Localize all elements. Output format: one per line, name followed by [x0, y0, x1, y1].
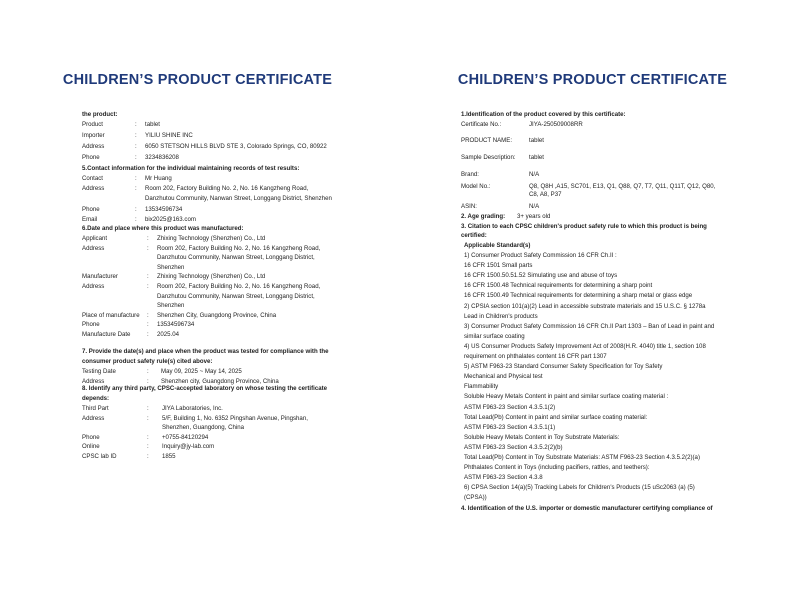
- separator-colon: :: [147, 414, 149, 422]
- identification-field-value: N/A: [529, 171, 540, 178]
- age-grading-label: 2. Age grading:: [461, 213, 506, 220]
- identification-field-label: PRODUCT NAME:: [461, 137, 513, 144]
- standard-line: Soluble Heavy Metals Content in Toy Substrate Materials:: [464, 433, 620, 441]
- contact-field-label: Email: [82, 215, 98, 223]
- age-grading-value: 3+ years old: [517, 213, 551, 220]
- product-field-value: YILIU SHINE INC: [145, 132, 193, 139]
- separator-colon: :: [147, 244, 149, 252]
- lab-field-label: Address: [82, 414, 105, 422]
- rule-section-heading-line1: 3. Citation to each CPSC children's product safety rule to which this product is being: [461, 223, 707, 230]
- separator-colon: :: [135, 215, 137, 223]
- standard-line: 16 CFR 1500.48 Technical requirements for determining a sharp point: [464, 282, 653, 290]
- contact-field-label: Address: [82, 185, 105, 193]
- standard-line: ASTM F963-23 Section 4.3.5.2(2)(b): [464, 443, 563, 451]
- separator-colon: :: [135, 121, 137, 128]
- manufacture-field-value: Room 202, Factory Building No. 2, No. 16 Kangzheng Road,: [157, 244, 321, 252]
- lab-field-label: CPSC lab ID: [82, 453, 117, 460]
- separator-colon: :: [135, 154, 137, 161]
- lab-field-value: Inquiry@jy-lab.com: [162, 443, 215, 451]
- identification-field-label: Certificate No.:: [461, 121, 502, 128]
- identification-field-value: tablet: [529, 137, 544, 144]
- separator-colon: :: [147, 283, 149, 290]
- standard-line: 16 CFR 1500.50.51.52 Simulating use and abuse of toys: [464, 272, 618, 280]
- tested-section-heading-line2: consumer product safety rule(s) cited above:: [82, 358, 213, 365]
- standard-line: Soluble Heavy Metals Content in paint and similar surface coating material :: [464, 393, 669, 401]
- separator-colon: :: [147, 235, 149, 242]
- manufactured-section-heading: 6.Date and place where this product was manufactured:: [82, 225, 244, 232]
- contact-field-label: Phone: [82, 205, 100, 213]
- identification-field-value: C8, A8, P37: [529, 191, 562, 198]
- lab-field-value: 1855: [162, 453, 176, 460]
- standard-line: Flammability: [464, 383, 499, 391]
- separator-colon: :: [147, 453, 149, 460]
- standard-line: requirement on phthalates content 16 CFR part 1307: [464, 353, 607, 360]
- separator-colon: :: [135, 143, 137, 150]
- standard-line: ASTM F963-23 Section 4.3.5.1(2): [464, 403, 556, 411]
- contact-section-heading: 5.Contact information for the individual maintaining records of test results:: [82, 165, 300, 172]
- product-field-label: Importer: [82, 132, 105, 139]
- standard-line: 3) Consumer Product Safety Commission 16 CFR Ch.II Part 1303 – Ban of Lead in paint and: [464, 322, 715, 330]
- separator-colon: :: [147, 331, 149, 338]
- manufacture-field-value: Shenzhen City, Guangdong Province, China: [157, 311, 277, 319]
- product-field-label: Phone: [82, 154, 100, 161]
- lab-field-label: Phone: [82, 433, 100, 441]
- lab-field-value: JIYA Laboratories, Inc.: [162, 405, 223, 412]
- identification-field-value: JIYA-250509008RR: [529, 121, 583, 128]
- lab-field-label: Third Part: [82, 405, 109, 412]
- testing-field-value: Shenzhen city, Guangdong Province, China: [161, 377, 279, 385]
- separator-colon: :: [135, 185, 137, 193]
- separator-colon: :: [147, 377, 149, 385]
- importer-section-heading: 4. Identification of the U.S. importer or domestic manufacturer certifying compliance of: [461, 505, 713, 512]
- manufacture-field-label: Address: [82, 283, 105, 290]
- manufacture-field-value: 2025.04: [157, 331, 180, 338]
- separator-colon: :: [147, 368, 149, 375]
- lab-field-value: +0755-84120294: [162, 433, 209, 441]
- product-field-label: Address: [82, 143, 105, 150]
- testing-field-label: Address: [82, 377, 105, 385]
- product-field-label: Product: [82, 121, 104, 128]
- separator-colon: :: [147, 443, 149, 451]
- standard-line: Mechanical and Physical test: [464, 373, 543, 381]
- tested-section-heading-line1: 7. Provide the date(s) and place when the product was tested for compliance with the: [82, 348, 329, 355]
- left-certificate-title: CHILDREN’S PRODUCT CERTIFICATE: [62, 72, 333, 88]
- standard-line: Lead in Children's products: [464, 312, 538, 320]
- standard-line: 6) CPSA Section 14(a)(5) Tracking Labels for Children's Products (15 uSc2063 (a) (5): [464, 484, 695, 492]
- identification-field-label: Sample Description:: [461, 154, 516, 161]
- identification-field-value: tablet: [529, 154, 544, 161]
- standard-line: similar surface coating: [464, 332, 525, 340]
- contact-field-value: 13534596734: [145, 205, 183, 213]
- identification-field-label: Brand:: [461, 171, 479, 178]
- lab-section-heading-line2: depends:: [82, 395, 110, 402]
- contact-field-label: Contact: [82, 175, 104, 182]
- standard-line: (CPSA)): [464, 494, 487, 502]
- identification-field-value: N/A: [529, 203, 540, 210]
- standard-line: 16 CFR 1501 Small parts: [464, 262, 533, 270]
- separator-colon: :: [135, 205, 137, 213]
- separator-colon: :: [147, 405, 149, 412]
- manufacture-field-value: Zhixing Technology (Shenzhen) Co., Ltd: [157, 273, 266, 281]
- contact-field-value: bix2025@163.com: [145, 215, 196, 223]
- manufacture-field-value: Zhixing Technology (Shenzhen) Co., Ltd: [157, 235, 266, 242]
- standard-line: 16 CFR 1500.49 Technical requirements for determining a sharp metal or glass edge: [464, 292, 693, 300]
- separator-colon: :: [135, 175, 137, 182]
- manufacture-field-label: Manufacture Date: [82, 331, 131, 338]
- product-field-value: tablet: [145, 121, 160, 128]
- standard-line: Total Lead(Pb) Content in paint and similar surface coating material:: [464, 413, 648, 421]
- standard-line: Phthalates Content in Toys (including pacifiers, rattles, and teethers):: [464, 464, 650, 472]
- manufacture-field-value: Danzhutou Community, Nanwan Street, Longgang District,: [157, 292, 315, 300]
- manufacture-field-label: Phone: [82, 321, 100, 329]
- separator-colon: :: [147, 311, 149, 319]
- separator-colon: :: [147, 433, 149, 441]
- manufacture-field-value: 13534596734: [157, 321, 195, 329]
- separator-colon: :: [135, 132, 137, 139]
- contact-field-value: Danzhutou Community, Nanwan Street, Longgang District, Shenzhen: [145, 195, 332, 203]
- applicable-standards-heading: Applicable Standard(s): [464, 242, 531, 249]
- lab-field-value: 5/F, Building 1, No. 6352 Pingshan Avenue, Pingshan,: [162, 414, 308, 422]
- manufacture-field-label: Place of manufacture: [82, 311, 140, 319]
- manufacture-field-value: Shenzhen: [157, 263, 185, 271]
- lab-section-heading-line1: 8. Identify any third party, CPSC-accepted laboratory on whose testing the certificate: [82, 385, 328, 392]
- manufacture-field-label: Address: [82, 244, 105, 252]
- separator-colon: :: [147, 273, 149, 281]
- manufacture-field-label: Applicant: [82, 235, 108, 242]
- standard-line: ASTM F963-23 Section 4.3.5.1(1): [464, 423, 556, 431]
- contact-field-value: Room 202, Factory Building No. 2, No. 16 Kangzheng Road,: [145, 185, 309, 193]
- identification-field-label: Model No.:: [461, 183, 491, 190]
- standard-line: 4) US Consumer Products Safety Improvement Act of 2008(H.R. 4040) title 1, section 108: [464, 342, 706, 350]
- product-field-value: 3234836208: [145, 154, 179, 161]
- product-section-heading: the product:: [82, 111, 118, 118]
- identification-field-value: Q8, Q8H ,A15, SC701, E13, Q1, Q88, Q7, T7, Q11, Q11T, Q12, Q80,: [529, 183, 716, 190]
- manufacture-field-value: Danzhutou Community, Nanwan Street, Longgang District,: [157, 254, 315, 262]
- testing-field-label: Testing Date: [82, 368, 116, 375]
- manufacture-field-label: Manufacturer: [82, 273, 118, 281]
- standard-line: 1) Consumer Product Safety Commission 16 CFR Ch.II :: [464, 252, 617, 259]
- identification-section-heading: 1.Identification of the product covered by this certificate:: [461, 111, 626, 118]
- manufacture-field-value: Room 202, Factory Building No. 2, No. 16 Kangzheng Road,: [157, 283, 321, 290]
- standard-line: 5) ASTM F963-23 Standard Consumer Safety Specification for Toy Safety: [464, 363, 663, 371]
- product-field-value: 6050 STETSON HILLS BLVD STE 3, Colorado Springs, CO, 80922: [145, 143, 327, 150]
- standard-line: 2) CPSIA section 101(a)(2) Lead in accessible substrate materials and 15 U.S.C. § 1278a: [464, 302, 706, 310]
- identification-field-label: ASIN:: [461, 203, 477, 210]
- standard-line: Total Lead(Pb) Content in Toy Substrate Materials: ASTM F963-23 Section 4.3.5.2(2)(a): [464, 454, 700, 461]
- lab-field-label: Online: [82, 443, 100, 451]
- separator-colon: :: [147, 321, 149, 329]
- rule-section-heading-line2: certified:: [461, 232, 487, 239]
- lab-field-value: Shenzhen, Guangdong, China: [162, 424, 244, 432]
- standard-line: ASTM F963-23 Section 4.3.8: [464, 474, 543, 482]
- testing-field-value: May 09, 2025 ~ May 14, 2025: [161, 368, 242, 375]
- right-certificate-page: [395, 0, 790, 606]
- manufacture-field-value: Shenzhen: [157, 302, 185, 310]
- right-certificate-title: CHILDREN’S PRODUCT CERTIFICATE: [457, 72, 728, 88]
- contact-field-value: Mr Huang: [145, 175, 172, 182]
